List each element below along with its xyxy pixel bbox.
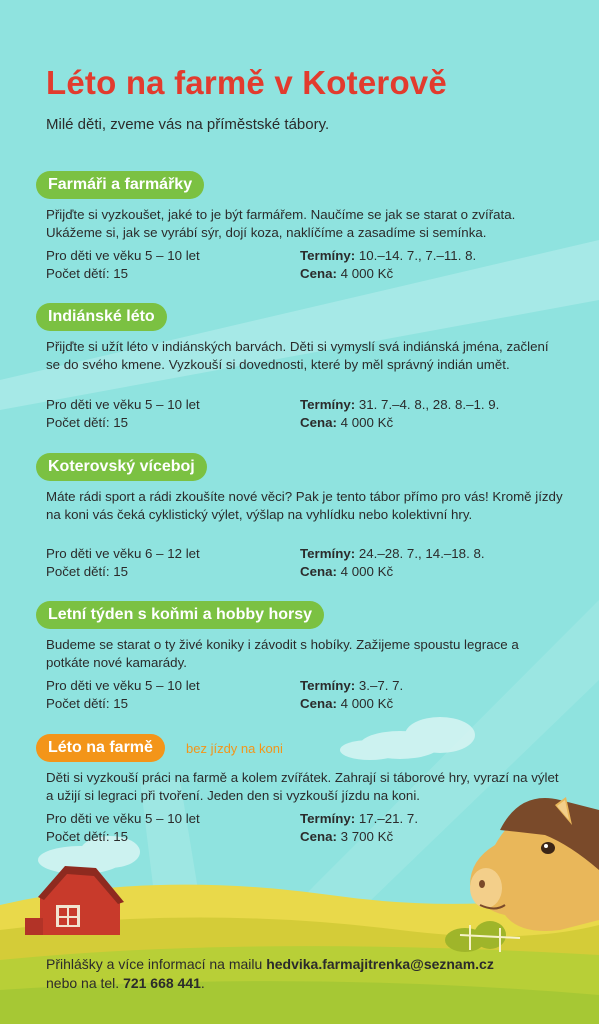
camp-count: Počet dětí: 15 [46, 696, 129, 711]
terms-label: Termíny: [300, 248, 356, 263]
terms-label: Termíny: [300, 397, 356, 412]
camp-description: Budeme se starat o ty živé koniky i závodit s hobíky. Zažijeme spoustu legrace a potkáte nové kamarády. [46, 637, 519, 670]
camp-title-badge: Indiánské léto [36, 303, 167, 331]
camp-title-badge: Farmáři a farmářky [36, 171, 204, 199]
camp-price [300, 265, 393, 283]
camp-title-badge: Léto na farmě [36, 734, 165, 762]
contact-footer [46, 955, 566, 993]
camp-count: Počet dětí: 15 [46, 564, 129, 579]
camp-title-badge: Koterovský víceboj [36, 453, 207, 481]
terms-value: 17.–21. 7. [358, 811, 419, 826]
price-label: Cena: [300, 696, 337, 711]
terms-value: 24.–28. 7., 14.–18. 8. [358, 546, 485, 561]
footer-text: Přihlášky a více informací na mailu [46, 956, 263, 972]
terms-value: 10.–14. 7., 7.–11. 8. [358, 248, 477, 263]
price-label: Cena: [300, 266, 337, 281]
camp-description: Děti si vyzkouší práci na farmě a kolem zvířátek. Zahrají si táborové hry, vyrazí na výlet a užijí si legraci při tvoření. Jeden den si vyzkouší jízdu na koni. [46, 770, 559, 803]
contact-phone[interactable]: 721 668 441 [123, 975, 201, 991]
camp-price [300, 695, 393, 713]
footer-period: . [200, 975, 205, 991]
price-value: 4 000 Kč [340, 266, 394, 281]
camp-title-badge: Letní týden s koňmi a hobby horsy [36, 601, 324, 629]
camp-description: Přijďte si užít léto v indiánských barvách. Děti si vymyslí svá indiánská jména, začlení se do svého kmene. Vyzkouší si dovednosti, které by měl správný indián umět. [46, 339, 549, 372]
camp-age: Pro děti ve věku 5 – 10 let [46, 397, 200, 412]
camp-price [300, 828, 393, 846]
camp-price [300, 414, 393, 432]
contact-email-link[interactable]: hedvika.farmajitrenka@seznam.cz [266, 956, 494, 972]
camp-terms [300, 545, 485, 563]
footer-text: nebo na tel. [46, 975, 120, 991]
terms-label: Termíny: [300, 811, 356, 826]
price-label: Cena: [300, 829, 337, 844]
camp-description: Máte rádi sport a rádi zkoušíte nové věci? Pak je tento tábor přímo pro vás! Kromě jízdy na koni vás čeká cyklistický výlet, výšlap na vyhlídku nebo kolektivní hry. [46, 489, 563, 522]
terms-label: Termíny: [300, 678, 356, 693]
camp-description: Přijďte si vyzkoušet, jaké to je být farmářem. Naučíme se jak se starat o zvířata. Ukážeme si, jak se vyrábí sýr, dojí koza, naklíčíme a zasadíme si semínka. [46, 207, 516, 240]
price-label: Cena: [300, 564, 337, 579]
camp-count: Počet dětí: 15 [46, 266, 129, 281]
camp-count: Počet dětí: 15 [46, 415, 129, 430]
terms-value: 3.–7. 7. [358, 678, 404, 693]
page-title: Léto na farmě v Koterově [46, 64, 447, 101]
price-value: 4 000 Kč [340, 415, 394, 430]
camp-price [300, 563, 393, 581]
camp-terms [300, 677, 403, 695]
terms-value: 31. 7.–4. 8., 28. 8.–1. 9. [358, 397, 500, 412]
camp-age: Pro děti ve věku 5 – 10 let [46, 248, 200, 263]
camp-terms [300, 396, 499, 414]
camp-terms [300, 810, 418, 828]
price-value: 4 000 Kč [340, 696, 394, 711]
camp-count: Počet dětí: 15 [46, 829, 129, 844]
camp-terms [300, 247, 476, 265]
price-value: 4 000 Kč [340, 564, 394, 579]
camp-age: Pro děti ve věku 5 – 10 let [46, 811, 200, 826]
terms-label: Termíny: [300, 546, 356, 561]
price-value: 3 700 Kč [340, 829, 394, 844]
camp-age: Pro děti ve věku 5 – 10 let [46, 678, 200, 693]
camp-note: bez jízdy na koni [186, 741, 283, 756]
price-label: Cena: [300, 415, 337, 430]
page-subtitle: Milé děti, zveme vás na příměstské tábory. [46, 116, 330, 133]
camp-age: Pro děti ve věku 6 – 12 let [46, 546, 200, 561]
